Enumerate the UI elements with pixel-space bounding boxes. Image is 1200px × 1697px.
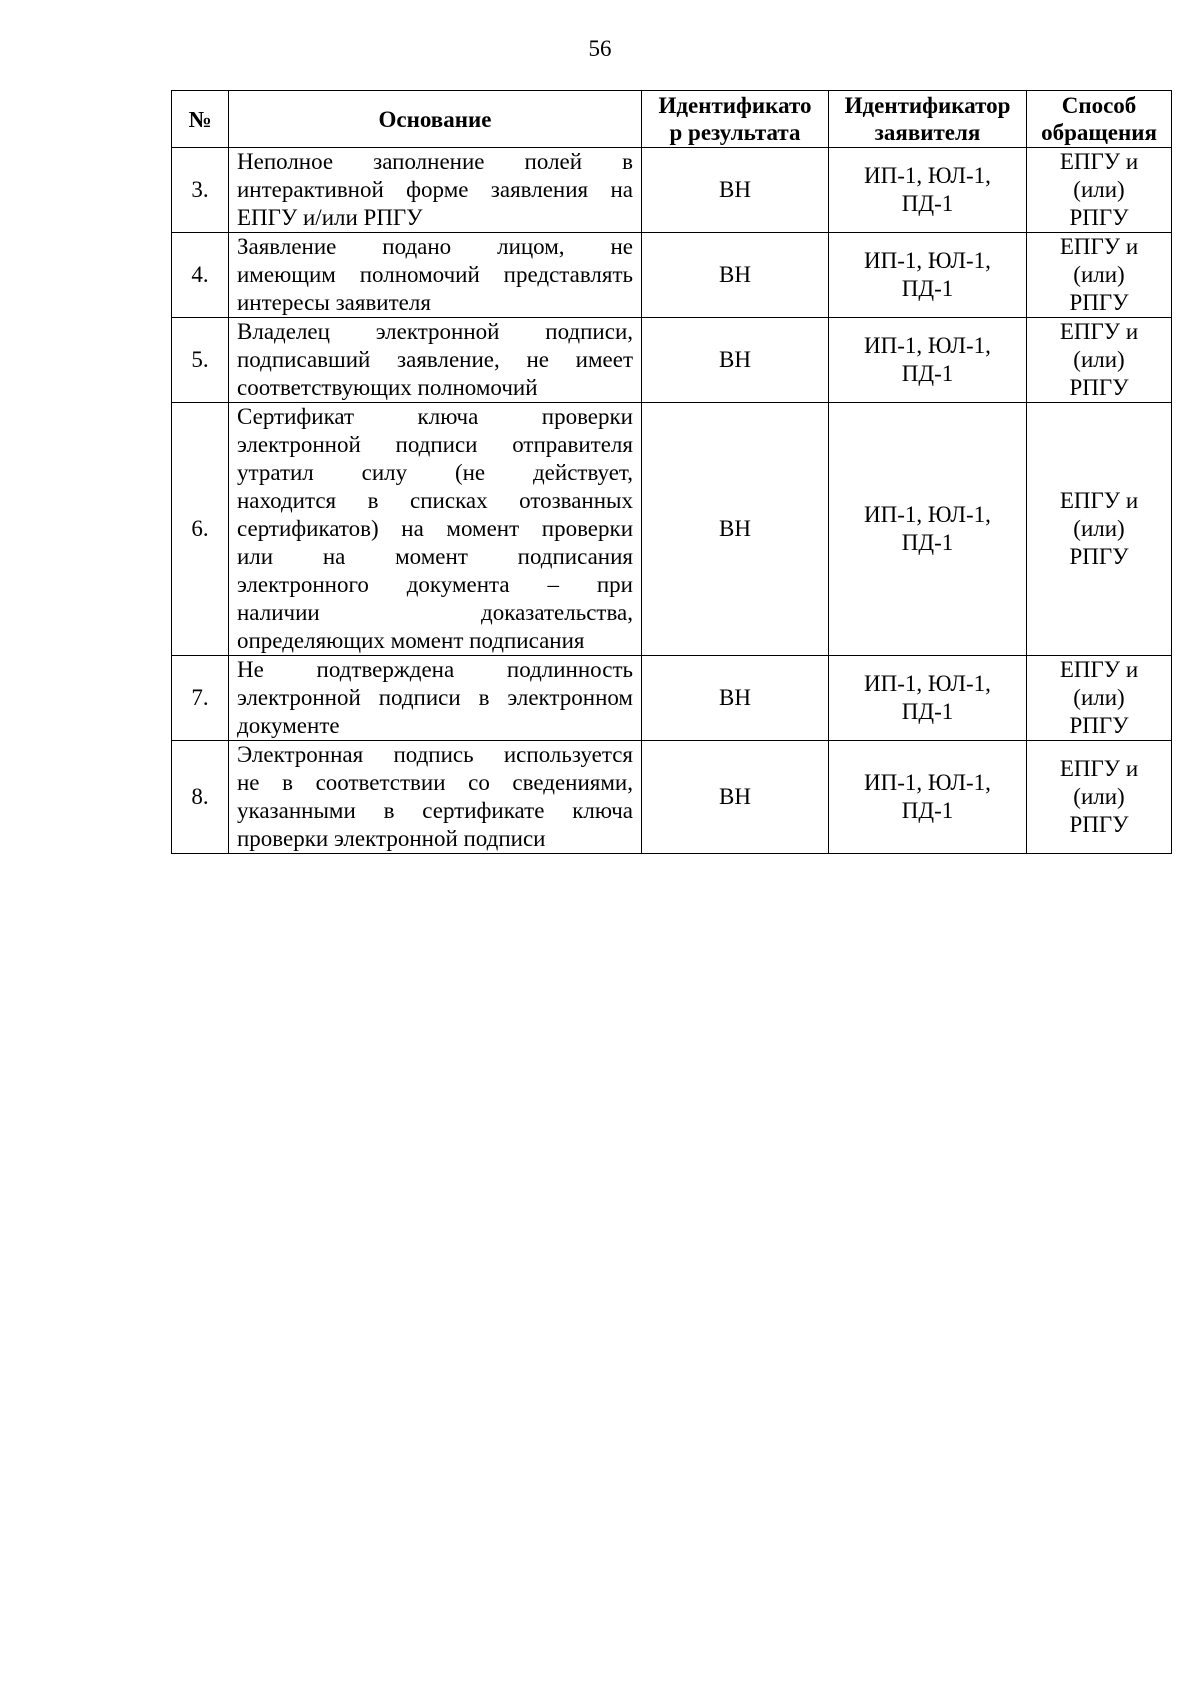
basis-line: утратил силу (не действует, (237, 460, 633, 485)
basis-line-last: документе (237, 713, 340, 738)
row-result-id: ВН (642, 656, 829, 741)
row-basis (229, 403, 642, 656)
row-number: 7. (172, 656, 229, 741)
method-line2: (или) (1073, 685, 1125, 710)
basis-line: наличии доказательства, (237, 600, 633, 625)
row-result-id: ВН (642, 318, 829, 403)
header-result-id-line2: р результата (669, 120, 801, 145)
basis-line: электронного документа – при (237, 572, 633, 597)
basis-line-last: интересы заявителя (237, 290, 431, 315)
row-number: 3. (172, 148, 229, 233)
applicant-line1: ИП-1, ЮЛ-1, (864, 671, 991, 696)
grounds-table (171, 90, 1172, 854)
row-applicant-id (829, 656, 1027, 741)
method-line3: РПГУ (1069, 290, 1129, 315)
table-row (172, 233, 1172, 318)
basis-line-last: проверки электронной подписи (237, 826, 546, 851)
row-result-id: ВН (642, 403, 829, 656)
header-method-line2: обращения (1041, 120, 1157, 145)
applicant-line2: ПД-1 (901, 361, 954, 386)
method-line1: ЕПГУ и (1059, 488, 1139, 513)
basis-line: интерактивной форме заявления на (237, 177, 633, 202)
row-applicant-id (829, 741, 1027, 854)
row-applicant-id (829, 233, 1027, 318)
basis-line: подписавший заявление, не имеет (237, 347, 633, 372)
method-line1: ЕПГУ и (1059, 149, 1139, 174)
method-line3: РПГУ (1069, 713, 1129, 738)
row-method (1027, 403, 1172, 656)
table-row (172, 403, 1172, 656)
header-applicant-id-line2: заявителя (874, 120, 981, 145)
row-result-id: ВН (642, 148, 829, 233)
table-row (172, 148, 1172, 233)
applicant-line2: ПД-1 (901, 699, 954, 724)
row-result-id: ВН (642, 741, 829, 854)
applicant-line1: ИП-1, ЮЛ-1, (864, 248, 991, 273)
method-line2: (или) (1073, 347, 1125, 372)
row-basis (229, 318, 642, 403)
method-line2: (или) (1073, 784, 1125, 809)
method-line1: ЕПГУ и (1059, 319, 1139, 344)
header-method (1027, 91, 1172, 148)
header-method-line1: Способ (1061, 93, 1137, 118)
applicant-line2: ПД-1 (901, 276, 954, 301)
header-result-id (642, 91, 829, 148)
page-number: 56 (588, 36, 612, 61)
row-number: 8. (172, 741, 229, 854)
method-line3: РПГУ (1069, 375, 1129, 400)
method-line3: РПГУ (1069, 205, 1129, 230)
table-row (172, 318, 1172, 403)
method-line1: ЕПГУ и (1059, 756, 1139, 781)
row-applicant-id (829, 148, 1027, 233)
header-num: № (172, 91, 229, 148)
row-method (1027, 656, 1172, 741)
applicant-line1: ИП-1, ЮЛ-1, (864, 502, 991, 527)
basis-line: сертификатов) на момент проверки (237, 516, 633, 541)
row-basis (229, 656, 642, 741)
row-method (1027, 318, 1172, 403)
basis-line: указанными в сертификате ключа (237, 798, 633, 823)
header-basis: Основание (229, 91, 642, 148)
row-number: 5. (172, 318, 229, 403)
basis-line: Сертификат ключа проверки (237, 404, 633, 429)
row-basis (229, 233, 642, 318)
basis-line: или на момент подписания (237, 544, 633, 569)
method-line2: (или) (1073, 177, 1125, 202)
row-method (1027, 148, 1172, 233)
row-number: 4. (172, 233, 229, 318)
applicant-line2: ПД-1 (901, 798, 954, 823)
method-line1: ЕПГУ и (1059, 657, 1139, 682)
applicant-line1: ИП-1, ЮЛ-1, (864, 163, 991, 188)
applicant-line2: ПД-1 (901, 191, 954, 216)
basis-line: электронной подписи в электронном (237, 685, 633, 710)
header-result-id-line1: Идентификато (658, 93, 812, 118)
row-basis (229, 148, 642, 233)
row-number: 6. (172, 403, 229, 656)
row-method (1027, 233, 1172, 318)
basis-line: Заявление подано лицом, не (237, 234, 633, 259)
table-row (172, 656, 1172, 741)
table-row (172, 741, 1172, 854)
basis-line: находится в списках отозванных (237, 488, 633, 513)
row-applicant-id (829, 318, 1027, 403)
method-line2: (или) (1073, 516, 1125, 541)
method-line3: РПГУ (1069, 812, 1129, 837)
basis-line: Не подтверждена подлинность (237, 657, 633, 682)
applicant-line1: ИП-1, ЮЛ-1, (864, 770, 991, 795)
basis-line-last: ЕПГУ и/или РПГУ (237, 205, 423, 230)
basis-line: Неполное заполнение полей в (237, 149, 633, 174)
basis-line: имеющим полномочий представлять (237, 262, 633, 287)
applicant-line1: ИП-1, ЮЛ-1, (864, 333, 991, 358)
row-result-id: ВН (642, 233, 829, 318)
basis-line-last: определяющих момент подписания (237, 628, 585, 653)
header-applicant-id-line1: Идентификатор (844, 93, 1011, 118)
basis-line: Владелец электронной подписи, (237, 319, 633, 344)
method-line1: ЕПГУ и (1059, 234, 1139, 259)
table-header-row (172, 91, 1172, 148)
basis-line: не в соответствии со сведениями, (237, 770, 633, 795)
row-method (1027, 741, 1172, 854)
applicant-line2: ПД-1 (901, 530, 954, 555)
header-applicant-id (829, 91, 1027, 148)
basis-line-last: соответствующих полномочий (237, 375, 538, 400)
method-line2: (или) (1073, 262, 1125, 287)
basis-line: Электронная подпись используется (237, 742, 633, 767)
method-line3: РПГУ (1069, 544, 1129, 569)
row-applicant-id (829, 403, 1027, 656)
basis-line: электронной подписи отправителя (237, 432, 633, 457)
row-basis (229, 741, 642, 854)
